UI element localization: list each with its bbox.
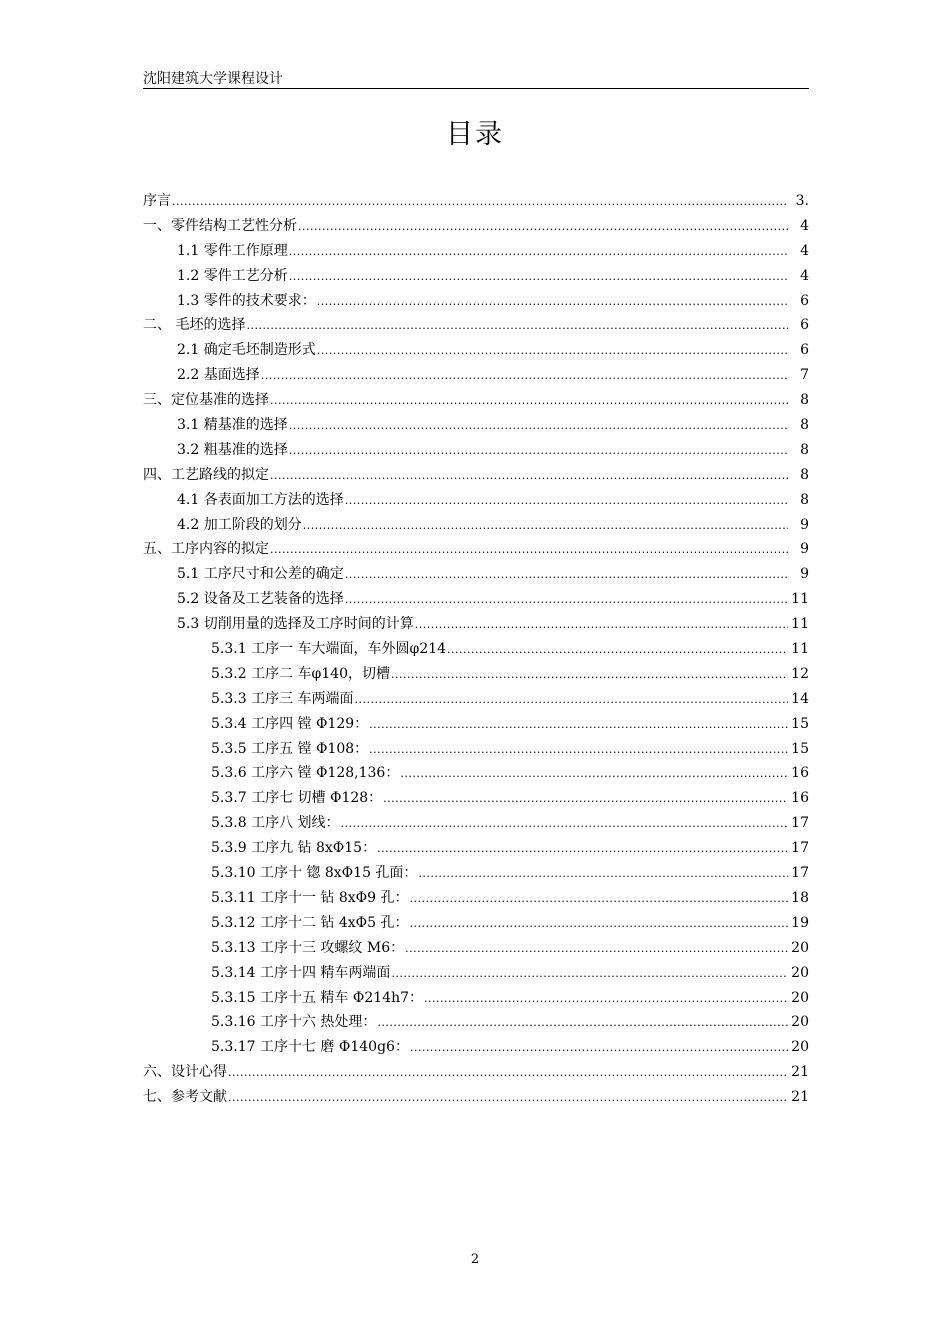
toc-dot-leader (270, 543, 788, 556)
toc-entry-label: 5.3.9 工序九 钻 8xΦ15： (211, 840, 377, 857)
toc-dot-leader (270, 469, 788, 482)
toc-entry[interactable] (143, 215, 809, 240)
toc-entry[interactable] (143, 314, 809, 339)
toc-dot-leader (345, 568, 788, 581)
toc-dot-leader (400, 767, 788, 780)
toc-entry-label: 序言 (143, 193, 171, 209)
toc-entry[interactable] (143, 464, 809, 489)
toc-dot-leader (405, 942, 788, 955)
toc-entry[interactable] (143, 937, 809, 962)
toc-dot-leader (289, 270, 788, 283)
toc-dot-leader (228, 1066, 788, 1079)
toc-entry[interactable] (143, 688, 809, 713)
toc-entry-label: 5.3.10 工序十 锪 8xΦ15 孔面： (211, 865, 418, 882)
toc-entry-label: 1.1 零件工作原理 (177, 242, 288, 259)
toc-entry-page: 4 (800, 242, 809, 259)
toc-dot-leader (246, 319, 788, 332)
toc-entry-page: 7 (800, 367, 809, 384)
toc-entry[interactable] (143, 638, 809, 663)
toc-entry[interactable] (143, 563, 809, 588)
toc-entry-label: 2.2 基面选择 (177, 367, 260, 384)
toc-entry-page: 8 (800, 392, 809, 409)
toc-entry[interactable] (143, 190, 809, 215)
toc-entry[interactable] (143, 514, 809, 539)
toc-dot-leader (261, 369, 788, 382)
toc-entry-label: 5.3.12 工序十二 钻 4xΦ5 孔： (211, 914, 409, 931)
toc-entry-label: 一、零件结构工艺性分析 (143, 217, 297, 234)
toc-entry-page: 17 (791, 815, 809, 832)
toc-entry-label: 5.3.14 工序十四 精车两端面 (211, 964, 391, 981)
toc-entry[interactable] (143, 613, 809, 638)
toc-dot-leader (391, 967, 788, 980)
toc-entry-label: 5.3.15 工序十五 精车 Φ214h7： (211, 989, 424, 1006)
toc-entry[interactable] (143, 1036, 809, 1061)
toc-entry[interactable] (143, 812, 809, 837)
toc-entry[interactable] (143, 962, 809, 987)
toc-entry-label: 5.3.16 工序十六 热处理： (211, 1014, 377, 1031)
toc-dot-leader (391, 668, 788, 681)
toc-entry[interactable] (143, 912, 809, 937)
toc-entry-page: 8 (800, 417, 809, 434)
toc-entry-label: 四、工艺路线的拟定 (143, 466, 269, 483)
toc-entry-label: 二、 毛坯的选择 (143, 317, 246, 334)
toc-entry-page: 4 (800, 267, 809, 284)
toc-entry[interactable] (143, 1061, 809, 1086)
toc-entry-page: 8 (800, 466, 809, 483)
toc-entry-label: 4.1 各表面加工方法的选择 (177, 491, 344, 508)
document-header: 沈阳建筑大学课程设计 (143, 71, 283, 87)
toc-entry-page: 20 (791, 989, 809, 1006)
toc-entry-label: 5.3.2 工序二 车φ140，切槽 (211, 665, 391, 682)
toc-entry-label: 5.3.17 工序十七 磨 Φ140g6： (211, 1039, 409, 1056)
header-rule (143, 88, 809, 89)
page-number: 2 (470, 1252, 480, 1267)
toc-entry-page: 21 (791, 1064, 809, 1081)
toc-entry-page: 20 (791, 1039, 809, 1056)
toc-dot-leader (377, 1016, 788, 1029)
toc-entry-label: 5.3.8 工序八 划线： (211, 815, 340, 832)
toc-dot-leader (345, 593, 788, 606)
toc-entry-label: 5.3.11 工序十一 钻 8xΦ9 孔： (211, 889, 409, 906)
toc-entry[interactable] (143, 837, 809, 862)
toc-entry[interactable] (143, 538, 809, 563)
toc-entry-label: 5.3.3 工序三 车两端面 (211, 690, 354, 707)
toc-entry[interactable] (143, 787, 809, 812)
toc-entry[interactable] (143, 389, 809, 414)
toc-entry-label: 5.3.6 工序六 镗 Φ128,136： (211, 765, 400, 782)
toc-entry-page: 9 (800, 516, 809, 533)
toc-entry[interactable] (143, 862, 809, 887)
toc-dot-leader (289, 444, 788, 457)
toc-entry[interactable] (143, 887, 809, 912)
toc-dot-leader (317, 295, 788, 308)
toc-entry-page: 6 (800, 342, 809, 359)
toc-entry[interactable] (143, 762, 809, 787)
toc-dot-leader (410, 917, 788, 930)
toc-dot-leader (424, 992, 788, 1005)
toc-entry[interactable] (143, 738, 809, 763)
toc-entry-page: 14 (791, 690, 809, 707)
toc-entry-label: 5.3.5 工序五 镗 Φ108： (211, 740, 369, 757)
toc-entry-page: 18 (791, 889, 809, 906)
toc-entry-label: 5.3 切削用量的选择及工序时间的计算 (177, 616, 414, 633)
toc-entry-page: 16 (791, 790, 809, 807)
toc-entry-page: 17 (791, 865, 809, 882)
toc-dot-leader (369, 743, 788, 756)
toc-dot-leader (303, 519, 788, 532)
toc-dot-leader (383, 792, 788, 805)
toc-entry-page: 11 (791, 591, 809, 608)
table-of-contents (143, 190, 809, 1111)
toc-entry-page: 8 (800, 491, 809, 508)
toc-entry-page: 16 (791, 765, 809, 782)
toc-entry[interactable] (143, 439, 809, 464)
toc-entry[interactable] (143, 987, 809, 1012)
toc-dot-leader (418, 867, 788, 880)
toc-entry-page: 3. (795, 193, 809, 209)
toc-entry-label: 4.2 加工阶段的划分 (177, 516, 302, 533)
toc-entry-page: 8 (800, 441, 809, 458)
toc-entry-page: 20 (791, 964, 809, 981)
toc-entry-label: 1.2 零件工艺分析 (177, 267, 288, 284)
toc-dot-leader (415, 618, 788, 631)
toc-entry[interactable] (143, 414, 809, 439)
toc-dot-leader (355, 693, 788, 706)
toc-entry-label: 七、参考文献 (143, 1089, 227, 1106)
toc-entry-page: 11 (791, 616, 809, 633)
toc-entry[interactable] (143, 663, 809, 688)
toc-entry-label: 六、设计心得 (143, 1064, 227, 1081)
toc-entry-page: 4 (800, 217, 809, 234)
toc-entry-page: 11 (791, 641, 809, 658)
toc-dot-leader (410, 1041, 788, 1054)
toc-entry[interactable] (143, 339, 809, 364)
toc-entry-label: 5.2 设备及工艺装备的选择 (177, 591, 344, 608)
toc-entry[interactable] (143, 713, 809, 738)
toc-entry-label: 1.3 零件的技术要求： (177, 292, 316, 309)
toc-entry[interactable] (143, 364, 809, 389)
toc-dot-leader (289, 419, 788, 432)
toc-dot-leader (298, 220, 788, 233)
toc-entry-label: 5.3.4 工序四 镗 Φ129： (211, 715, 369, 732)
toc-entry[interactable] (143, 290, 809, 315)
toc-entry-label: 三、定位基准的选择 (143, 392, 269, 409)
toc-entry-label: 5.3.1 工序一 车大端面，车外圆φ214 (211, 641, 447, 658)
toc-dot-leader (447, 643, 788, 656)
toc-dot-leader (270, 394, 788, 407)
toc-entry-page: 9 (800, 541, 809, 558)
toc-entry[interactable] (143, 265, 809, 290)
toc-entry-label: 3.1 精基准的选择 (177, 417, 288, 434)
toc-dot-leader (369, 718, 788, 731)
toc-entry-label: 2.1 确定毛坯制造形式 (177, 342, 316, 359)
toc-entry-page: 17 (791, 840, 809, 857)
toc-dot-leader (172, 195, 788, 208)
toc-entry-page: 19 (791, 914, 809, 931)
toc-entry[interactable] (143, 1086, 809, 1111)
toc-dot-leader (345, 494, 788, 507)
toc-entry[interactable] (143, 588, 809, 613)
toc-entry-page: 12 (791, 665, 809, 682)
toc-entry-page: 20 (791, 1014, 809, 1031)
toc-entry-label: 5.1 工序尺寸和公差的确定 (177, 566, 344, 583)
toc-entry-label: 5.3.7 工序七 切槽 Φ128： (211, 790, 383, 807)
toc-entry-page: 15 (791, 715, 809, 732)
toc-dot-leader (377, 842, 788, 855)
toc-entry[interactable] (143, 240, 809, 265)
toc-entry-page: 20 (791, 939, 809, 956)
toc-entry-page: 15 (791, 740, 809, 757)
toc-entry-label: 3.2 粗基准的选择 (177, 441, 288, 458)
toc-entry-label: 五、工序内容的拟定 (143, 541, 269, 558)
toc-entry-page: 6 (800, 292, 809, 309)
toc-entry-page: 9 (800, 566, 809, 583)
toc-entry[interactable] (143, 1011, 809, 1036)
toc-dot-leader (410, 892, 788, 905)
toc-entry-page: 6 (800, 317, 809, 334)
toc-entry-label: 5.3.13 工序十三 攻螺纹 M6： (211, 939, 405, 956)
toc-entry-page: 21 (791, 1089, 809, 1106)
toc-dot-leader (289, 245, 788, 258)
toc-dot-leader (228, 1091, 788, 1104)
toc-entry[interactable] (143, 489, 809, 514)
page-title: 目录 (446, 119, 504, 150)
toc-dot-leader (341, 817, 788, 830)
toc-dot-leader (317, 344, 788, 357)
